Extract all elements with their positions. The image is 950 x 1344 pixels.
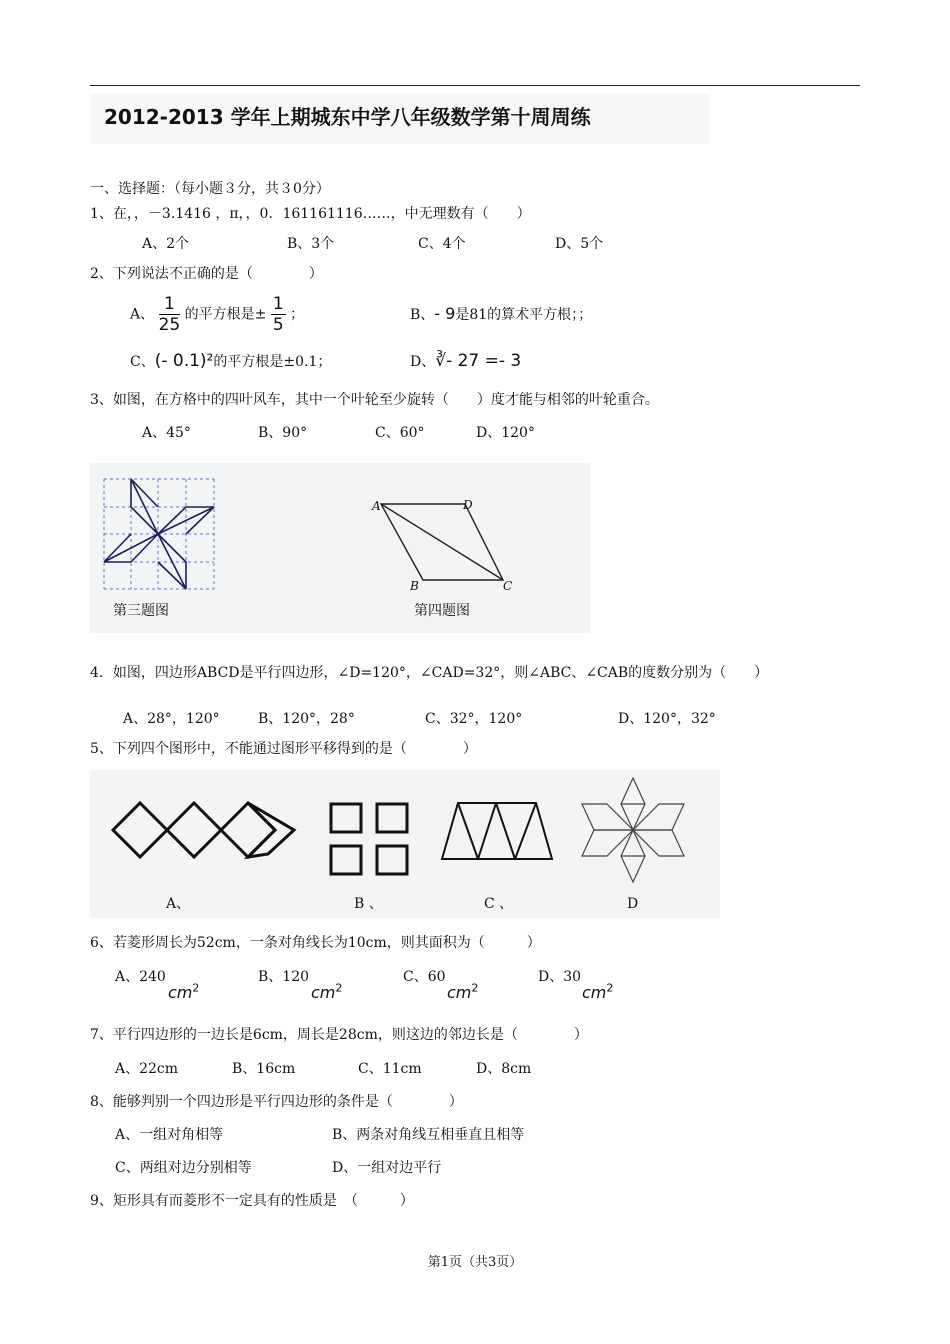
q3-option-c: C、60° — [375, 425, 425, 441]
figure-b-squares — [325, 798, 415, 880]
q6-option-c: C、60 — [403, 969, 446, 985]
q3-option-b: B、90° — [258, 425, 308, 441]
q1-option-c: C、4个 — [418, 236, 466, 252]
q6-option-a-unit: $cm^2$ — [168, 982, 200, 1003]
parallelogram-figure — [365, 490, 525, 596]
q2-option-a: A、 $\frac{1}{25}$ 的平方根是± $\frac{1}{5}$ ； — [130, 294, 305, 335]
fraction-1-5: $\frac{1}{5}$ — [272, 294, 284, 335]
fraction-1-25: $\frac{1}{25}$ — [158, 294, 181, 335]
figure-c-triangles — [438, 797, 556, 865]
q6-option-d-unit: $cm^2$ — [582, 982, 614, 1003]
question-5-stem: 5、下列四个图形中，不能通过图形平移得到的是（ ） — [90, 741, 477, 757]
page-footer: 第1页（共3页） — [427, 1255, 523, 1270]
figure-d-label: D — [627, 896, 639, 912]
q8-option-a: A、一组对角相等 — [115, 1127, 224, 1143]
q7-option-b: B、16cm — [232, 1061, 296, 1077]
q6-option-d: D、30 — [538, 969, 582, 985]
q2-option-c: C、(- 0.1)²的平方根是±0.1； — [130, 351, 332, 371]
header-rule — [90, 85, 860, 86]
question-9-stem: 9、矩形具有而菱形不一定具有的性质是 （ ） — [90, 1193, 414, 1209]
figure-a-diamonds — [108, 790, 298, 870]
figure-q3-label: 第三题图 — [113, 603, 169, 619]
q1-option-b: B、3个 — [287, 236, 335, 252]
section-heading: 一、选择题：（每小题３分，共３0分） — [90, 181, 330, 197]
q8-option-d: D、一组对边平行 — [332, 1160, 442, 1176]
figure-b-label: B 、 — [354, 896, 383, 912]
question-6-stem: 6、若菱形周长为52cm，一条对角线长为10cm，则其面积为（ ） — [90, 935, 541, 951]
page-title: 2012-2013 学年上期城东中学八年级数学第十周周练 — [104, 105, 591, 129]
q6-option-b-unit: $cm^2$ — [311, 982, 343, 1003]
q6-option-b: B、120 — [258, 969, 310, 985]
figure-d-star — [578, 774, 688, 886]
windmill-grid-figure — [100, 473, 220, 595]
q3-option-d: D、120° — [476, 425, 535, 441]
point-d-label: D — [463, 498, 473, 512]
figure-a-label: A、 — [166, 896, 191, 912]
point-c-label: C — [503, 579, 513, 593]
q7-option-d: D、8cm — [476, 1061, 532, 1077]
q2-option-b: B、- 9是81的算术平方根；； — [410, 304, 593, 323]
point-a-label: A — [372, 499, 381, 513]
q6-option-c-unit: $cm^2$ — [447, 982, 479, 1003]
q2-option-d: D、∛- 27 =- 3 — [410, 351, 522, 371]
question-3-stem: 3、如图，在方格中的四叶风车，其中一个叶轮至少旋转（ ）度才能与相邻的叶轮重合。 — [90, 392, 659, 408]
q1-option-a: A、2个 — [142, 236, 190, 252]
figure-c-label: C 、 — [484, 896, 514, 912]
question-2-stem: 2、下列说法不正确的是（ ） — [90, 266, 323, 282]
q8-option-b: B、两条对角线互相垂直且相等 — [332, 1127, 525, 1143]
question-4-stem: 4．如图，四边形ABCD是平行四边形，∠D=120°，∠CAD=32°，则∠ABC、∠CAB的度数分别为（ ） — [90, 665, 769, 681]
q4-option-c: C、32°，120° — [425, 711, 523, 727]
q4-option-a: A、28°，120° — [123, 711, 220, 727]
question-7-stem: 7、平行四边形的一边长是6cm，周长是28cm，则这边的邻边长是（ ） — [90, 1027, 588, 1043]
q8-option-c: C、两组对边分别相等 — [115, 1160, 252, 1176]
question-1-stem: 1、在，，－3.1416 ，π，，0．161161116……，中无理数有（ ） — [90, 206, 531, 222]
q7-option-c: C、11cm — [358, 1061, 422, 1077]
q3-option-a: A、45° — [142, 425, 191, 441]
figure-q4-label: 第四题图 — [414, 603, 470, 619]
point-b-label: B — [410, 579, 419, 593]
q4-option-d: D、120°，32° — [618, 711, 716, 727]
q6-option-a: A、240 — [115, 969, 166, 985]
q4-option-b: B、120°，28° — [258, 711, 355, 727]
q1-option-d: D、5个 — [555, 236, 604, 252]
q7-option-a: A、22cm — [115, 1061, 179, 1077]
question-8-stem: 8、能够判别一个四边形是平行四边形的条件是（ ） — [90, 1094, 463, 1110]
